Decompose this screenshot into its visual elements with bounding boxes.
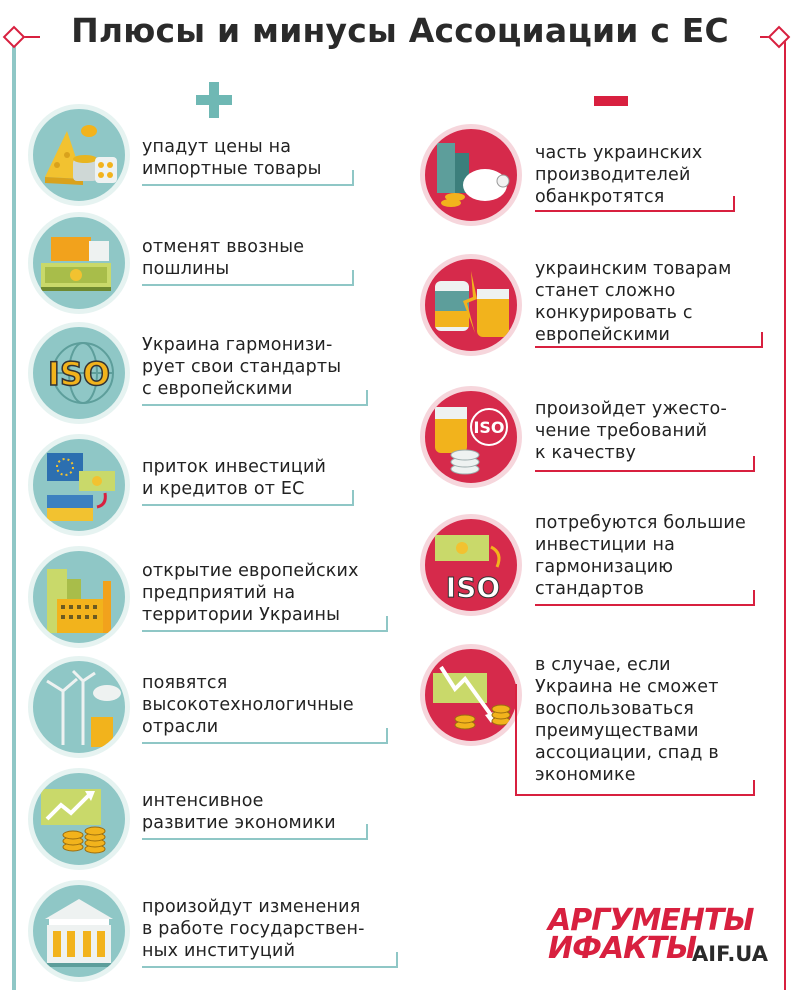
pro-4-text: приток инвестиций и кредитов от ЕС [142,457,327,499]
svg-text:ISO: ISO [473,418,505,437]
con-3-underline [535,470,755,472]
pro-8-underline [142,966,398,968]
pro-3-underline [142,404,368,406]
page-title: Плюсы и минусы Ассоциации с ЕС [40,0,760,62]
jar-iso-coins-icon [420,386,522,488]
pro-2-underline [142,284,354,286]
pro-7-underline [142,838,368,840]
pro-5-text: открытие европейских предприятий на территории Украины [142,561,359,625]
con-4-text: потребуются большие инвестиции на гармонизацию стандартов [535,513,746,599]
con-1-underline [535,210,735,212]
frame-left-line [12,36,16,990]
con-2-text: украинским товарам станет сложно конкурировать с европейскими [535,259,732,345]
con-5-text: в случае, если Украина не сможет воспользоваться преимуществами ассоциации, спад в экономике [535,655,719,785]
iso-globe-icon [28,322,130,424]
pro-4-underline [142,504,354,506]
cheese-and-pills-icon [28,104,130,206]
pro-8-text: произойдут изменения в работе государствен- ных институций [142,897,365,961]
broken-jars-icon [420,254,522,356]
pro-5-underline [142,630,388,632]
pro-1-underline [142,184,354,186]
con-5-underline [515,794,755,796]
truck-and-cash-icon [28,212,130,314]
city-and-piggy-bank-icon [420,124,522,226]
logo-line-2: ИФАКТЫ [548,931,697,966]
factory-buildings-icon [28,546,130,648]
con-4-underline [535,604,755,606]
cash-iso-icon [420,514,522,616]
frame-right-line [784,36,786,990]
pro-6-underline [142,742,388,744]
frame-diamond-right [768,26,791,49]
svg-text:ISO: ISO [47,355,111,393]
pro-2-text: отменят ввозные пошлины [142,237,305,279]
pro-7-text: интенсивное развитие экономики [142,791,336,833]
svg-text:ISO: ISO [445,571,501,604]
pro-3-text: Украина гармонизи- рует свои стандарты с европейскими [142,335,342,399]
wind-turbines-icon [28,656,130,758]
eu-flag-money-icon [28,434,130,536]
con-5-bracket-line [515,684,517,796]
falling-chart-coins-icon [420,644,522,746]
minus-icon [594,96,628,106]
con-2-underline [535,346,763,348]
logo-site: AIF.UA [692,942,768,966]
con-3-text: произойдет ужесто- чение требований к качеству [535,399,727,463]
pro-6-text: появятся высокотехнологичные отрасли [142,673,354,737]
frame-diamond-left [3,26,26,49]
pro-1-text: упадут цены на импортные товары [142,137,322,179]
plus-icon [196,82,232,118]
logo-line-1: АРГУМЕНТЫ [548,903,754,938]
growth-chart-coins-icon [28,768,130,870]
government-building-icon [28,880,130,982]
aif-logo [548,903,773,972]
con-1-text: часть украинских производителей обанкротятся [535,143,703,207]
